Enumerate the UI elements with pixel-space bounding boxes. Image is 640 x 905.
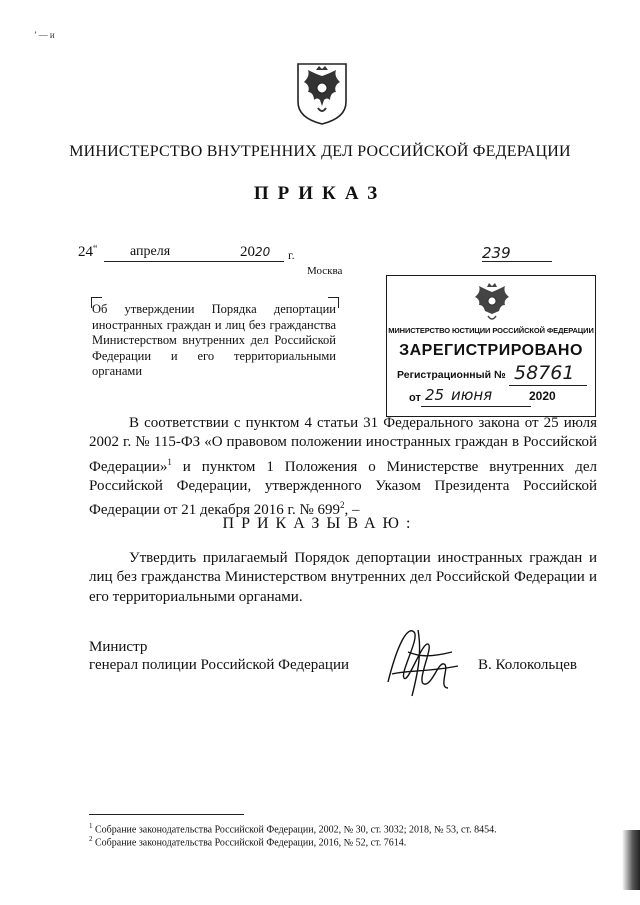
- scan-mark: ’ — и: [34, 30, 55, 40]
- scan-edge-shadow: [622, 830, 640, 890]
- stamp-reg-label: Регистрационный №: [397, 369, 506, 381]
- order-body: Утвердить прилагаемый Порядок депортации иностранных граждан и лиц без гражданства Министерством внутренних дел Российской Федерации и его территориальными органами.: [89, 550, 597, 605]
- date-year-underline: [262, 261, 284, 262]
- date-day: 24“: [78, 244, 98, 260]
- date-underline: [104, 261, 264, 262]
- coat-of-arms-icon: [296, 62, 348, 126]
- stamp-date-day: 25: [425, 386, 445, 404]
- signatory-role: Министр: [89, 639, 148, 655]
- document-type-title: ПРИКАЗ: [253, 183, 387, 204]
- footnote-2: $^2$ Собрание законодательства Российской Федерации, 2016, № 52, ст. 7614.: [89, 835, 407, 849]
- stamp-reg-underline: [509, 385, 587, 386]
- stamp-date-year: 2020: [529, 389, 556, 403]
- preamble-paragraph: В соответствии с пунктом 4 статьи 31 Федерального закона от 25 июля 2002 г. № 115-ФЗ «О правовом положении иностранных граждан в Российской Федерации»$^1$ и пунктом 1 Положения о Министерстве внутренних дел Российской Федерации, утвержденного Указом Президента Российской Федерации от 21 декабря 2016 г. № $699^2$, –: [89, 415, 597, 519]
- date-month: апреля: [130, 244, 171, 259]
- order-subject: Об утверждении Порядка депортации иностранных граждан и лиц без гражданства Министерством внутренних дел Российской Федерации и его территориальными органами: [92, 302, 336, 378]
- stamp-reg-number: 58761: [514, 362, 575, 384]
- order-number-underline: [482, 261, 552, 262]
- registration-stamp: [386, 275, 596, 417]
- order-number: 239: [482, 244, 511, 262]
- decree-heading: ПРИКАЗЫВАЮ:: [222, 515, 418, 532]
- stamp-emblem-icon: [473, 282, 511, 324]
- signatory-name: В. Колокольцев: [478, 657, 577, 673]
- date-year: 2020: [240, 244, 271, 260]
- city: Москва: [307, 265, 343, 277]
- stamp-date-underline: [421, 406, 531, 407]
- handwritten-signature: [378, 622, 462, 700]
- stamp-date-label: от: [409, 392, 421, 404]
- stamp-status: ЗАРЕГИСТРИРОВАНО: [399, 342, 583, 359]
- stamp-date-month: июня: [451, 386, 493, 404]
- footnote-1: $^1$ Собрание законодательства Российской Федерации, 2002, № 30, ст. 3032; 2018, № 53, ст. 8454.: [89, 822, 497, 836]
- signatory-rank: генерал полиции Российской Федерации: [89, 657, 350, 673]
- ministry-name: МИНИСТЕРСТВО ВНУТРЕННИХ ДЕЛ РОССИЙСКОЙ ФЕДЕРАЦИИ: [69, 143, 571, 160]
- stamp-organization: МИНИСТЕРСТВО ЮСТИЦИИ РОССИЙСКОЙ ФЕДЕРАЦИИ: [388, 326, 594, 335]
- footnote-rule: [89, 814, 244, 815]
- date-suffix: г.: [288, 248, 295, 262]
